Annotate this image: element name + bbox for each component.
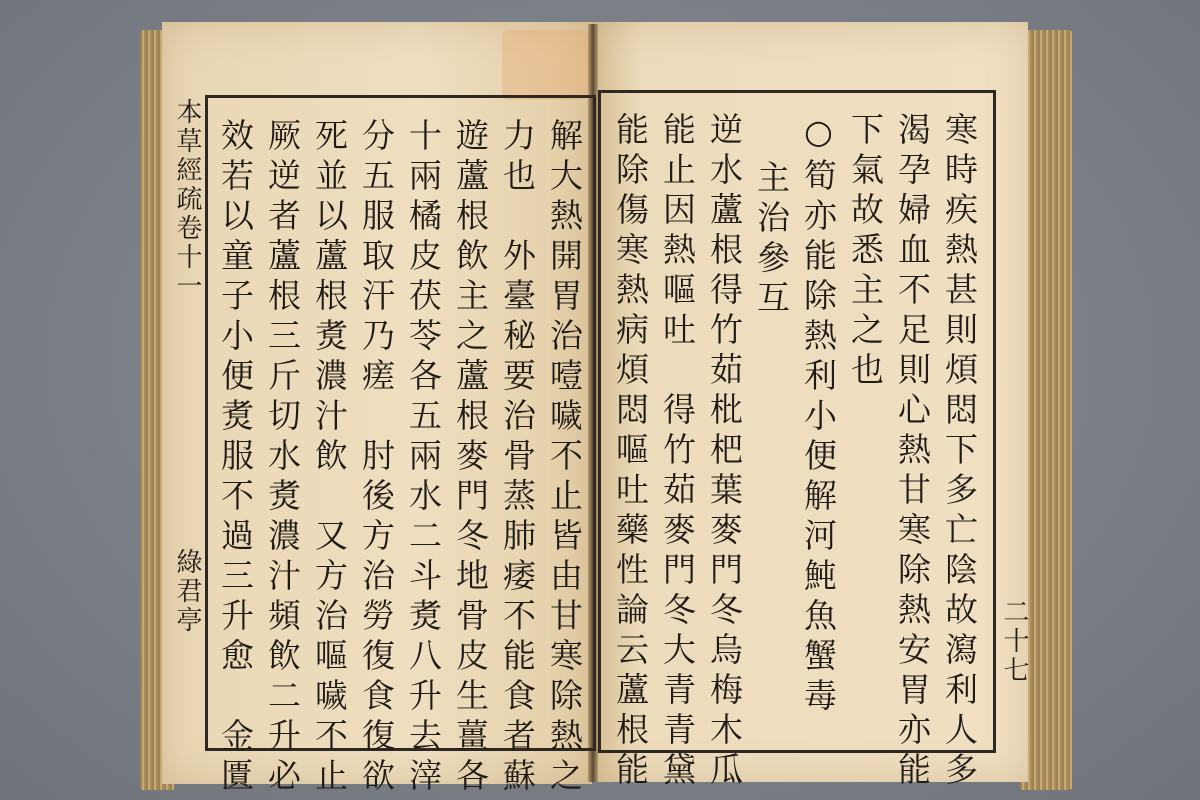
right-column-8: 能除傷寒熱病煩悶嘔吐藥性論云蘆根能 — [611, 112, 650, 792]
left-column-1: 解大熱開胃治噎噦不止皆由甘寒除熱之 — [545, 118, 584, 798]
left-column-6: 死並以蘆根煑濃汁飲 又方治嘔噦不止 — [310, 118, 349, 798]
publisher-margin: 綠君亭 — [172, 548, 202, 635]
left-column-2: 力也 外臺秘要治骨蒸肺痿不能食者蘇 — [498, 118, 537, 798]
right-column-4: ○筍亦能除熱利小便解河魨魚蟹毒 — [799, 112, 838, 718]
left-column-4: 十兩橘皮茯苓各五兩水二斗煑八升去滓 — [404, 118, 443, 798]
left-column-7: 厥逆者蘆根三斤切水煑濃汁頻飲二升必 — [263, 118, 302, 798]
right-column-5: 主治參互 — [752, 160, 791, 320]
right-column-3: 下氣故悉主之也 — [846, 112, 885, 392]
right-column-6: 逆水蘆根得竹茹枇杷葉麥門冬烏梅木瓜 — [705, 112, 744, 792]
page-number: 二十七 — [999, 598, 1029, 685]
right-column-7: 能止因熱嘔吐 得竹茹麥門冬大青青黛 — [658, 112, 697, 792]
left-column-5: 分五服取汗乃瘥 肘後方治勞復食復欲 — [357, 118, 396, 798]
right-column-2: 渴孕婦血不足則心熱甘寒除熱安胃亦能 — [893, 112, 932, 792]
book-title-margin: 本草經疏卷十一 — [172, 98, 202, 301]
right-column-1: 寒時疾熱甚則煩悶下多亡陰故瀉利人多 — [940, 112, 979, 792]
left-column-3: 遊蘆根飲主之蘆根麥門冬地骨皮生薑各 — [451, 118, 490, 798]
paper-stain — [502, 30, 588, 100]
left-column-8: 效若以童子小便煑服不過三升愈 金匱 — [216, 118, 255, 798]
